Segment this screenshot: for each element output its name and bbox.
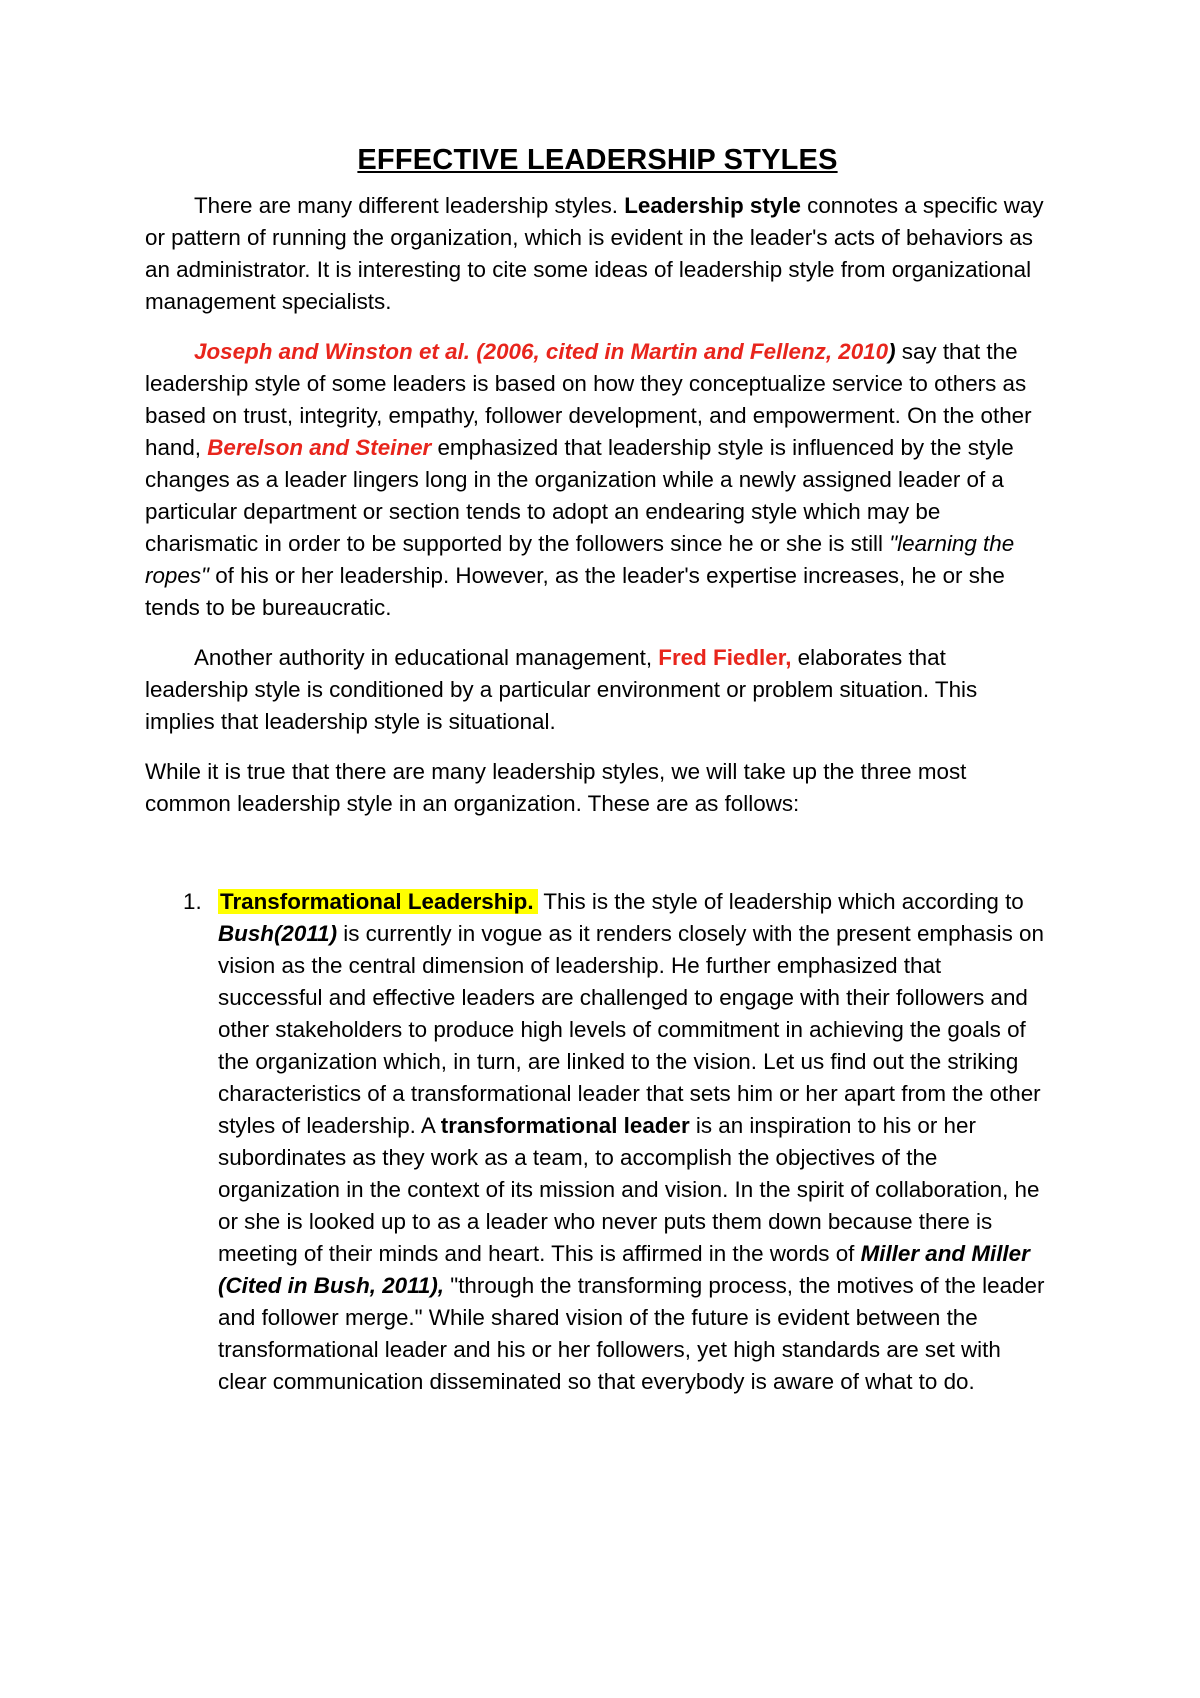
list-item-transformational	[218, 886, 1050, 1398]
highlighted-heading: Transformational Leadership.	[218, 889, 538, 914]
citation-bush: Bush(2011)	[218, 921, 338, 946]
citation-miller: Miller and Miller (Cited in Bush, 2011),	[218, 1241, 1030, 1298]
citation-fred-fiedler: Fred Fiedler,	[658, 645, 792, 670]
paragraph-fiedler	[145, 642, 1050, 738]
document-title: EFFECTIVE LEADERSHIP STYLES	[357, 144, 838, 176]
list-number: 1.	[183, 889, 202, 914]
paragraph-intro	[145, 190, 1050, 318]
citation-joseph-winston: Joseph and Winston et al. (2006, cited in Martin and Fellenz, 2010	[194, 339, 889, 364]
citation-berelson-steiner: Berelson and Steiner	[207, 435, 432, 460]
italic-quote: "learning the ropes"	[145, 531, 1015, 588]
bold-term: transformational leader	[440, 1113, 690, 1138]
text-run: There are many different leadership styles.	[194, 193, 625, 218]
text-run: is currently in vogue as it renders closely with the present emphasis on vision as the central dimension of leadership. He further emphasized that successful and effective leaders are challenged to engage with their followers and other stakeholders to produce high levels of commitment in achieving the goals of the organization which, in turn, are linked to the vision. Let us find out the striking characteristics of a transformational leader that sets him or her apart from the other styles of leadership. A	[218, 921, 1044, 1138]
text-run: This is the style of leadership which according to	[537, 889, 1024, 914]
numbered-list	[145, 886, 1050, 1398]
text-run: elaborates that leadership style is conditioned by a particular environment or problem situation. This implies that leadership style is situational.	[145, 645, 978, 734]
paragraph-styles-intro: While it is true that there are many leadership styles, we will take up the three most common leadership style in an organization. These are as follows:	[145, 759, 967, 816]
paragraph-citations	[145, 336, 1050, 624]
text-run: connotes a specific way or pattern of running the organization, which is evident in the leader's acts of behaviors as an administrator. It is interesting to cite some ideas of leadership style from organizational management specialists.	[145, 193, 1044, 314]
text-run: emphasized that leadership style is influenced by the style changes as a leader lingers long in the organization while a newly assigned leader of a particular department or section tends to adopt an endearing style which may be charismatic in order to be supported by the followers since he or she is still	[145, 435, 1014, 556]
text-run: Another authority in educational management,	[194, 645, 659, 670]
citation-close-paren: )	[888, 339, 896, 364]
bold-term: Leadership style	[624, 193, 801, 218]
text-run: of his or her leadership. However, as the leader's expertise increases, he or she tends to be bureaucratic.	[145, 563, 1005, 620]
text-run: say that the leadership style of some leaders is based on how they conceptualize service to others as based on trust, integrity, empathy, follower development, and empowerment. On the other hand,	[145, 339, 1032, 460]
text-run: "through the transforming process, the motives of the leader and follower merge." While shared vision of the future is evident between the transformational leader and his or her followers, yet high standards are set with clear communication disseminated so that everybody is aware of what to do.	[218, 1273, 1045, 1394]
text-run: is an inspiration to his or her subordinates as they work as a team, to accomplish the objectives of the organization in the context of its mission and vision. In the spirit of collaboration, he or she is looked up to as a leader who never puts them down because there is meeting of their minds and heart. This is affirmed in the words of	[218, 1113, 1040, 1266]
